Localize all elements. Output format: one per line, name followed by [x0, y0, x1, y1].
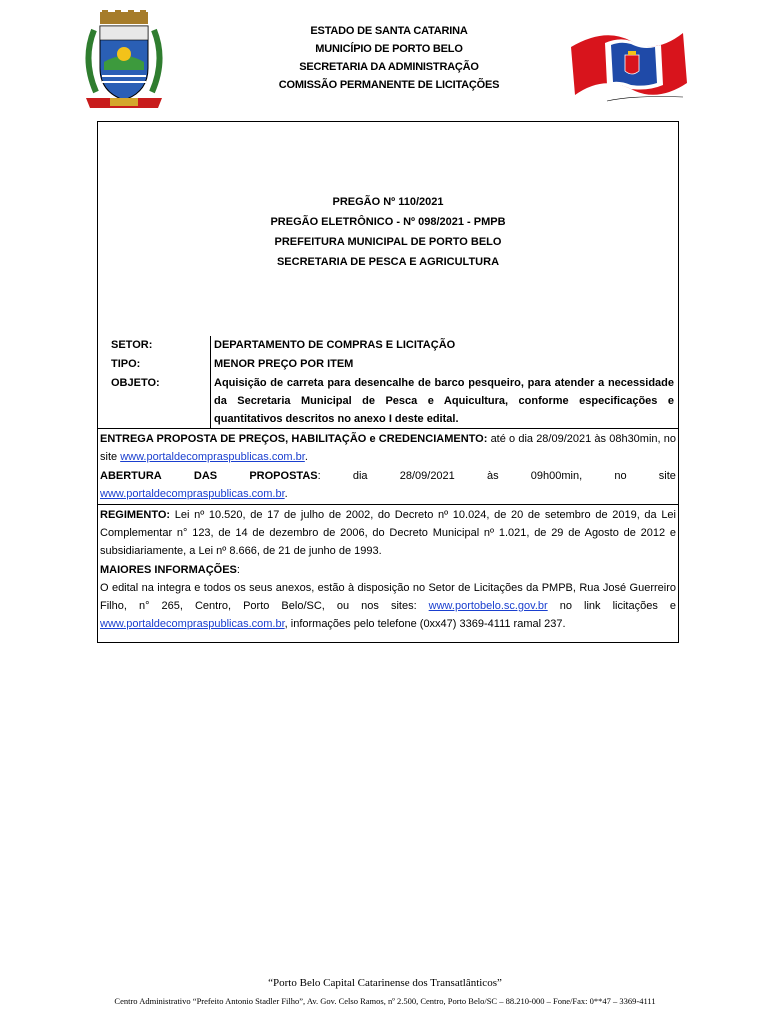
notice-title	[98, 192, 678, 272]
portobelo-link[interactable]: www.portobelo.sc.gov.br	[428, 600, 548, 612]
field-row-objeto	[98, 374, 678, 428]
informacoes-text-1: O edital na integra e todos os seus anexos, estão à disposição no Setor de Licitações da PMPB, Rua José Guerreiro Filho, n° 265, Centro, Porto Belo/SC, ou nos sites:	[100, 582, 676, 612]
abertura-colon: :	[317, 470, 321, 482]
field-label-tipo: TIPO:	[111, 358, 141, 370]
notice-title-line4: SECRETARIA DE PESCA E AGRICULTURA	[276, 256, 500, 268]
informacoes-colon: :	[236, 564, 240, 576]
abertura-word-2: DAS	[193, 470, 218, 482]
notice-title-line2: PREGÃO ELETRÔNICO - Nº 098/2021 - PMPB	[270, 216, 506, 228]
abertura-paragraph	[98, 467, 678, 504]
field-value-tipo: MENOR PREÇO POR ITEM	[210, 355, 678, 374]
footer-slogan: “Porto Belo Capital Catarinense dos Transatlânticos”	[268, 977, 502, 989]
abertura-time: 09h00min,	[530, 470, 583, 482]
abertura-word-8: no	[614, 470, 627, 482]
abertura-end: .	[284, 488, 288, 500]
regimento-paragraph	[98, 504, 678, 561]
field-label-objeto: OBJETO:	[111, 377, 160, 389]
letterhead	[230, 22, 548, 94]
abertura-link[interactable]: www.portaldecompraspublicas.com.br	[100, 488, 285, 500]
regimento-label: REGIMENTO:	[100, 509, 171, 521]
entrega-label: ENTREGA PROPOSTA DE PREÇOS, HABILITAÇÃO e CREDENCIAMENTO:	[100, 433, 488, 445]
footer-address: Centro Administrativo “Prefeito Antonio Stadler Filho”, Av. Gov. Celso Ramos, nº 2.500, Centro, Porto Belo/SC – 88.210-000 – Fone/Fax: 0**47 – 3369-4111	[114, 996, 656, 1006]
abertura-date: 28/09/2021	[399, 470, 455, 482]
abertura-word-6: às	[486, 470, 499, 482]
entrega-end: .	[304, 451, 308, 463]
informacoes-label: MAIORES INFORMAÇÕES	[100, 564, 237, 576]
notice-details	[98, 336, 678, 634]
entrega-link[interactable]: www.portaldecomprasp​ublicas.com.br	[120, 451, 305, 463]
abertura-word-4: dia	[352, 470, 368, 482]
notice-title-line3: PREFEITURA MUNICIPAL DE PORTO BELO	[274, 236, 502, 248]
portal-compras-link[interactable]: www.portaldecompraspublicas.com.br	[100, 618, 285, 630]
informacoes-paragraph	[98, 561, 678, 634]
notice-title-line1: PREGÃO Nº 110/2021	[332, 196, 444, 208]
abertura-word-3: PROPOSTAS	[249, 470, 318, 482]
abertura-word-9: site	[658, 470, 676, 482]
header-municipality: MUNICÍPIO DE PORTO BELO	[315, 43, 463, 55]
entrega-paragraph	[98, 428, 678, 467]
header-commission: COMISSÃO PERMANENTE DE LICITAÇÕES	[278, 79, 500, 91]
field-label-setor: SETOR:	[111, 339, 153, 351]
field-row-setor	[98, 336, 678, 355]
regimento-text: Lei nº 10.520, de 17 de julho de 2002, do Decreto nº 10.024, de 20 de setembro de 2019, da Lei Complementar n° 123, de 14 de dezembro de 2006, do Decreto Municipal nº 1.021, de 29 de Agosto de 2012 e subsidiariamente, a Lei nº 8.666, de 21 de junho de 1993.	[100, 509, 676, 557]
abertura-word-1: ABERTURA	[100, 470, 162, 482]
field-value-objeto: Aquisição de carreta para desencalhe de barco pesqueiro, para atender a necessidade da Secretaria Municipal de Pesca e Aquicultura, conforme especificações e quantitativos descritos no anexo I deste edital.	[210, 374, 678, 428]
municipal-flag-icon	[565, 25, 690, 105]
coat-of-arms-icon	[80, 10, 168, 114]
informacoes-text-2: no link licitações e	[547, 600, 676, 612]
entrega-text: até o dia 28/09/2021 às 08h30min, no site	[100, 433, 676, 463]
field-row-tipo	[98, 355, 678, 374]
notice-box	[97, 121, 679, 643]
header-state: ESTADO DE SANTA CATARINA	[310, 25, 468, 37]
abertura-line	[100, 467, 676, 485]
field-value-setor: DEPARTAMENTO DE COMPRAS E LICITAÇÃO	[210, 336, 678, 355]
header-secretariat: SECRETARIA DA ADMINISTRAÇÃO	[299, 61, 479, 73]
informacoes-text-3: , informações pelo telefone (0xx47) 3369-4111 ramal 237.	[284, 618, 566, 630]
